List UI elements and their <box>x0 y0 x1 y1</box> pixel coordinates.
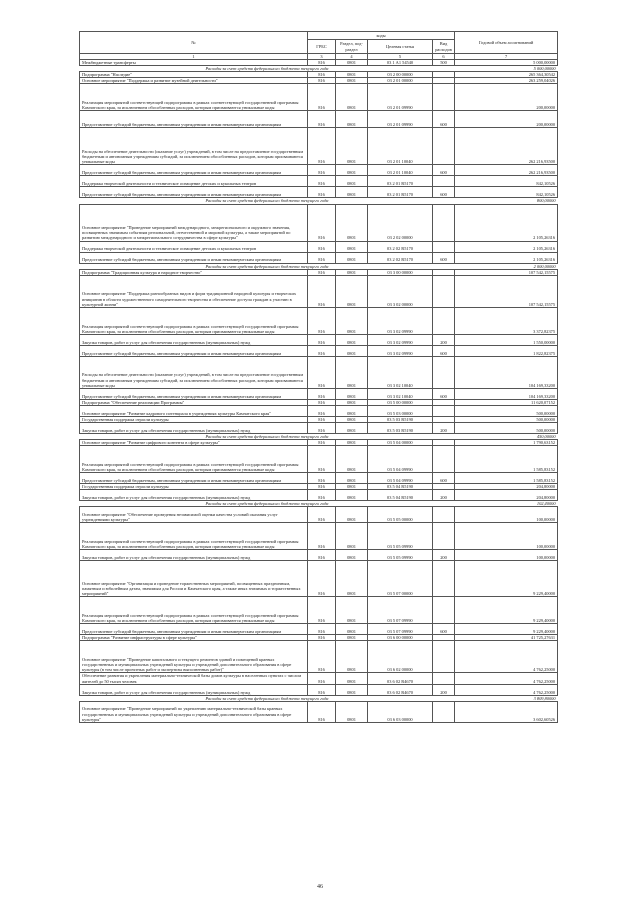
row-target-article: 03 5 05 00000 <box>368 507 433 523</box>
row-amount: 1 790,63152 <box>455 440 558 446</box>
row-target-article: 03 2 01 10040 <box>368 128 433 165</box>
row-section: 0801 <box>336 128 368 165</box>
row-section: 0801 <box>336 446 368 473</box>
row-grbs: 816 <box>308 405 336 416</box>
row-grbs: 816 <box>308 84 336 111</box>
row-target-article: 03 5 05 09990 <box>368 523 433 550</box>
row-target-article: 03 5 04 09990 <box>368 473 433 484</box>
row-section: 0801 <box>336 78 368 84</box>
row-section: 0801 <box>336 334 368 345</box>
header-amount: Годовой объем ассигнований <box>455 32 558 54</box>
row-amount: 204,80000 <box>455 490 558 501</box>
row-grbs: 816 <box>308 345 336 356</box>
row-grbs: 816 <box>308 356 336 388</box>
row-name: Реализация мероприятий соответствующей подпрограммы в рамках соответствующей государственной программы Камчатского края, за исключением обособленных расходов, которым присваиваются уникальные коды <box>80 307 308 334</box>
row-name: Закупка товаров, работ и услуг для обеспечения государственных (муниципальных) нужд <box>80 422 308 433</box>
row-grbs: 816 <box>308 187 336 198</box>
row-target-article: 03 3 02 09990 <box>368 307 433 334</box>
row-target-article: 03 3 00 00000 <box>368 269 433 275</box>
row-expense-type <box>433 356 455 388</box>
note-amount: 800,00000 <box>455 198 558 204</box>
row-expense-type <box>433 241 455 252</box>
table-row <box>80 241 558 252</box>
column-number: 5 <box>368 54 433 60</box>
row-grbs: 816 <box>308 673 336 684</box>
row-target-article: 03 5 03 00000 <box>368 405 433 416</box>
row-target-article: 03 5 04 09990 <box>368 446 433 473</box>
row-grbs: 816 <box>308 641 336 673</box>
row-target-article: 03 3 02 09990 <box>368 345 433 356</box>
row-grbs: 816 <box>308 561 336 597</box>
row-amount: 500,00000 <box>455 422 558 433</box>
table-row <box>80 334 558 345</box>
table-row <box>80 356 558 388</box>
row-name: Основное мероприятие "Обеспечение проведения независимой оценки качества условий оказания услуг учреждениями культуры" <box>80 507 308 523</box>
row-name: Поддержка творческой деятельности и техническое оснащение детских и кукольных театров <box>80 241 308 252</box>
row-name: Расходы на обеспечение деятельности (оказание услуг) учреждений, в том числе на предоставление государственным бюджетным и автономным учреждениям субсидий, за исключением обособленных расходов, которым присваиваются уникальные коды <box>80 356 308 388</box>
row-section: 0801 <box>336 252 368 263</box>
row-target-article: 03 6 00 00000 <box>368 635 433 641</box>
row-name: Реализация мероприятий соответствующей подпрограммы в рамках соответствующей государственной программы Камчатского края, за исключением обособленных расходов, которым присваиваются уникальные коды <box>80 446 308 473</box>
table-row <box>80 345 558 356</box>
table-row <box>80 405 558 416</box>
row-section: 0801 <box>336 701 368 722</box>
row-section: 0801 <box>336 356 368 388</box>
row-amount: 200,00000 <box>455 84 558 111</box>
row-section: 0801 <box>336 72 368 78</box>
row-amount: 100,00000 <box>455 507 558 523</box>
table-row <box>80 673 558 684</box>
table-row <box>80 275 558 307</box>
note-text: Расходы за счет средств федерального бюджета текущего года <box>80 198 455 204</box>
row-target-article: 03 5 05 09990 <box>368 550 433 561</box>
table-row <box>80 128 558 165</box>
row-target-article: 03 5 04 00000 <box>368 440 433 446</box>
row-amount: 4 762,25000 <box>455 641 558 673</box>
row-expense-type <box>433 507 455 523</box>
table-body <box>80 60 558 723</box>
row-name: Межбюджетные трансферты <box>80 60 308 66</box>
row-expense-type <box>433 561 455 597</box>
row-section: 0801 <box>336 399 368 405</box>
row-section: 0801 <box>336 507 368 523</box>
row-amount: 1 585,83152 <box>455 473 558 484</box>
row-name: Государственная поддержка отрасли культуры <box>80 484 308 490</box>
row-section: 0801 <box>336 269 368 275</box>
row-target-article: 03 1 А1 54540 <box>368 60 433 66</box>
row-amount: 104 169,33200 <box>455 388 558 399</box>
row-amount: 11 620,07152 <box>455 399 558 405</box>
note-text: Расходы за счет средств федерального бюджета текущего года <box>80 501 455 507</box>
row-section: 0801 <box>336 187 368 198</box>
header-number: № <box>80 32 308 54</box>
row-grbs: 816 <box>308 60 336 66</box>
row-section: 0801 <box>336 641 368 673</box>
row-grbs: 816 <box>308 388 336 399</box>
table-row <box>80 187 558 198</box>
row-target-article: 03 6 02 00000 <box>368 641 433 673</box>
page-number: 46 <box>317 884 323 890</box>
row-amount: 500,00000 <box>455 416 558 422</box>
row-expense-type: 600 <box>433 345 455 356</box>
row-expense-type <box>433 597 455 624</box>
row-expense-type: 600 <box>433 111 455 128</box>
row-amount: 842,10526 <box>455 176 558 187</box>
row-amount: 9 229,40000 <box>455 597 558 624</box>
row-expense-type <box>433 673 455 684</box>
row-section: 0801 <box>336 84 368 111</box>
row-expense-type: 200 <box>433 334 455 345</box>
table-row <box>80 473 558 484</box>
row-amount: 262 216,93500 <box>455 165 558 176</box>
header-expense-type: Вид расходов <box>433 40 455 54</box>
header-codes: коды <box>308 32 455 40</box>
row-name: Закупка товаров, работ и услуг для обеспечения государственных (муниципальных) нужд <box>80 490 308 501</box>
row-section: 0801 <box>336 275 368 307</box>
row-name: Закупка товаров, работ и услуг для обеспечения государственных (муниципальных) нужд <box>80 334 308 345</box>
row-target-article: 03 2 00 00000 <box>368 72 433 78</box>
row-amount: 100,00000 <box>455 550 558 561</box>
table-row <box>80 252 558 263</box>
note-amount: 3 809,80000 <box>455 695 558 701</box>
row-grbs: 816 <box>308 307 336 334</box>
row-section: 0801 <box>336 204 368 241</box>
row-amount: 1 550,00000 <box>455 334 558 345</box>
row-name: Реализация мероприятий соответствующей подпрограммы в рамках соответствующей государственной программы Камчатского края, за исключением обособленных расходов, которым присваиваются уникальные коды <box>80 597 308 624</box>
row-amount: 3 602,60526 <box>455 701 558 722</box>
row-amount: 500,00000 <box>455 405 558 416</box>
table-row <box>80 550 558 561</box>
row-amount: 4 762,25000 <box>455 684 558 695</box>
row-expense-type: 500 <box>433 60 455 66</box>
row-section: 0801 <box>336 624 368 635</box>
note-amount: 2 000,00000 <box>455 263 558 269</box>
row-name: Основное мероприятие "Развитие цифрового контента в сфере культуры" <box>80 440 308 446</box>
row-amount: 3 372,82375 <box>455 307 558 334</box>
row-amount: 262 216,93500 <box>455 128 558 165</box>
row-name: Предоставление субсидий бюджетным, автономным учреждениям и иным некоммерческим организациям <box>80 388 308 399</box>
row-expense-type: 200 <box>433 422 455 433</box>
row-amount: 107 542,15575 <box>455 269 558 275</box>
row-expense-type <box>433 641 455 673</box>
row-target-article: 03 2 01 00000 <box>368 78 433 84</box>
row-expense-type: 600 <box>433 165 455 176</box>
row-grbs: 816 <box>308 399 336 405</box>
note-amount: 5 000,00000 <box>455 66 558 72</box>
row-name: Закупка товаров, работ и услуг для обеспечения государственных (муниципальных) нужд <box>80 550 308 561</box>
row-name: Предоставление субсидий бюджетным, автономным учреждениям и иным некоммерческим организациям <box>80 165 308 176</box>
row-expense-type: 600 <box>433 388 455 399</box>
row-expense-type: 200 <box>433 490 455 501</box>
row-target-article: 03 3 02 10040 <box>368 388 433 399</box>
row-name: Предоставление субсидий бюджетным, автономным учреждениям и иным некоммерческим организациям <box>80 111 308 128</box>
row-section: 0801 <box>336 673 368 684</box>
note-text: Расходы за счет средств федерального бюджета текущего года <box>80 66 455 72</box>
row-expense-type: 600 <box>433 187 455 198</box>
row-section: 0801 <box>336 345 368 356</box>
header-target-article: Целевая статья <box>368 40 433 54</box>
row-grbs: 816 <box>308 416 336 422</box>
row-grbs: 816 <box>308 635 336 641</box>
row-name: Предоставление субсидий бюджетным, автономным учреждениям и иным некоммерческим организациям <box>80 624 308 635</box>
table-row <box>80 490 558 501</box>
row-target-article: 03 5 00 00000 <box>368 399 433 405</box>
row-expense-type: 600 <box>433 624 455 635</box>
row-grbs: 816 <box>308 128 336 165</box>
row-name: Подпрограмма "Наследие" <box>80 72 308 78</box>
row-expense-type <box>433 275 455 307</box>
row-name: Предоставление субсидий бюджетным, автономным учреждениям и иным некоммерческим организациям <box>80 252 308 263</box>
row-name: Основное мероприятие "Проведение мероприятий международного, межрегионального и окружного значения, посвященных значимым событиям региональной, отечественной и мировой культуры, а также мероприятий по развитию международного и межрегионального сотрудничества в сфере культуры" <box>80 204 308 241</box>
row-name: Поддержка творческой деятельности и техническое оснащение детских и кукольных театров <box>80 176 308 187</box>
row-target-article: 03 2 01 10040 <box>368 165 433 176</box>
row-amount: 263 259,04026 <box>455 78 558 84</box>
row-expense-type <box>433 204 455 241</box>
row-target-article: 03 2 01 R5170 <box>368 176 433 187</box>
row-expense-type <box>433 523 455 550</box>
row-name: Расходы на обеспечение деятельности (оказание услуг) учреждений, в том числе на предоставление государственным бюджетным и автономным учреждениям субсидий, за исключением обособленных расходов, которым присваиваются уникальные коды <box>80 128 308 165</box>
note-amount: 450,00000 <box>455 433 558 439</box>
row-grbs: 816 <box>308 111 336 128</box>
table-row <box>80 307 558 334</box>
row-target-article: 03 5 04 R5190 <box>368 490 433 501</box>
row-amount: 2 105,26316 <box>455 204 558 241</box>
column-number: 3 <box>308 54 336 60</box>
row-name: Обеспечение развития и укрепления материально-технической базы домов культуры в населенных пунктах с числом жителей до 50 тысяч человек <box>80 673 308 684</box>
row-section: 0801 <box>336 561 368 597</box>
row-target-article: 03 5 07 00000 <box>368 561 433 597</box>
row-section: 0801 <box>336 440 368 446</box>
row-grbs: 816 <box>308 701 336 722</box>
row-amount: 265 364,30542 <box>455 72 558 78</box>
row-target-article: 03 3 02 10040 <box>368 356 433 388</box>
row-target-article: 03 6 02 R4670 <box>368 673 433 684</box>
header-section: Раздел, под- раздел <box>336 40 368 54</box>
table-row <box>80 446 558 473</box>
row-grbs: 816 <box>308 490 336 501</box>
row-target-article: 03 3 02 00000 <box>368 275 433 307</box>
row-target-article: 03 6 03 00000 <box>368 701 433 722</box>
table-row <box>80 176 558 187</box>
row-grbs: 816 <box>308 624 336 635</box>
row-target-article: 03 2 02 R5170 <box>368 252 433 263</box>
row-name: Основное мероприятие "Поддержка разнообразных видов и форм традиционной народной культуры и творческих инициатив в области художественного самодеятельного творчества и обеспечение доступа граждан к участию в культурной жизни" <box>80 275 308 307</box>
note-amount: 102,40000 <box>455 501 558 507</box>
row-name: Подпрограмма "Развитие инфраструктуры в сфере культуры" <box>80 635 308 641</box>
row-grbs: 816 <box>308 72 336 78</box>
row-grbs: 816 <box>308 252 336 263</box>
row-name: Государственная поддержка отрасли культуры <box>80 416 308 422</box>
table-row <box>80 624 558 635</box>
table-row <box>80 111 558 128</box>
row-grbs: 816 <box>308 446 336 473</box>
row-target-article: 03 2 02 R5170 <box>368 241 433 252</box>
note-text: Расходы за счет средств федерального бюджета текущего года <box>80 433 455 439</box>
row-target-article: 03 2 01 09990 <box>368 84 433 111</box>
row-grbs: 816 <box>308 440 336 446</box>
row-amount: 204,80000 <box>455 484 558 490</box>
row-section: 0801 <box>336 388 368 399</box>
row-target-article: 03 5 04 R5190 <box>368 484 433 490</box>
row-expense-type <box>433 405 455 416</box>
row-section: 0801 <box>336 111 368 128</box>
row-amount: 842,10526 <box>455 187 558 198</box>
row-section: 0801 <box>336 307 368 334</box>
row-section: 0801 <box>336 635 368 641</box>
table-row <box>80 507 558 523</box>
row-expense-type <box>433 307 455 334</box>
row-section: 0801 <box>336 165 368 176</box>
table-row <box>80 641 558 673</box>
row-expense-type: 600 <box>433 252 455 263</box>
row-section: 0801 <box>336 422 368 433</box>
row-grbs: 816 <box>308 204 336 241</box>
note-text: Расходы за счет средств федерального бюджета текущего года <box>80 263 455 269</box>
row-grbs: 816 <box>308 597 336 624</box>
row-grbs: 816 <box>308 241 336 252</box>
row-name: Предоставление субсидий бюджетным, автономным учреждениям и иным некоммерческим организациям <box>80 473 308 484</box>
row-amount: 200,00000 <box>455 111 558 128</box>
row-grbs: 816 <box>308 275 336 307</box>
row-grbs: 816 <box>308 176 336 187</box>
column-number: 7 <box>455 54 558 60</box>
table-row <box>80 561 558 597</box>
row-amount: 1 585,83152 <box>455 446 558 473</box>
row-target-article: 03 5 03 R5190 <box>368 416 433 422</box>
row-amount: 107 542,15575 <box>455 275 558 307</box>
row-target-article: 03 5 03 R5190 <box>368 422 433 433</box>
row-name: Основное мероприятие "Проведение капитального и текущего ремонтов зданий и помещений краевых государственных и муниципальных учреждений культуры и учреждений дополнительного образования в сфере культуры (в том числе проектных работ и экспертизы выполненных работ)" <box>80 641 308 673</box>
row-grbs: 816 <box>308 269 336 275</box>
row-section: 0801 <box>336 684 368 695</box>
row-section: 0801 <box>336 490 368 501</box>
row-target-article: 03 6 02 R4670 <box>368 684 433 695</box>
row-target-article: 03 2 02 00000 <box>368 204 433 241</box>
row-grbs: 816 <box>308 422 336 433</box>
row-grbs: 816 <box>308 473 336 484</box>
row-amount: 9 229,40000 <box>455 561 558 597</box>
table-row <box>80 84 558 111</box>
row-expense-type <box>433 176 455 187</box>
row-amount: 100,00000 <box>455 523 558 550</box>
row-name: Основное мероприятие "Проведение мероприятий по укреплению материально-технической базы краевых государственных и муниципальных учреждений культуры и учреждений дополнительного образования в сфере культуры" <box>80 701 308 722</box>
row-name: Основное мероприятие "Поддержка и развитие музейной деятельности" <box>80 78 308 84</box>
table-row <box>80 701 558 722</box>
row-section: 0801 <box>336 405 368 416</box>
row-expense-type <box>433 701 455 722</box>
row-name: Подпрограмма "Традиционная культура и народное творчество" <box>80 269 308 275</box>
row-name: Предоставление субсидий бюджетным, автономным учреждениям и иным некоммерческим организациям <box>80 345 308 356</box>
row-expense-type <box>433 128 455 165</box>
row-amount: 1 822,82375 <box>455 345 558 356</box>
table-row <box>80 597 558 624</box>
row-section: 0801 <box>336 241 368 252</box>
table-row <box>80 165 558 176</box>
row-amount: 104 169,33200 <box>455 356 558 388</box>
row-target-article: 03 2 01 R5170 <box>368 187 433 198</box>
row-name: Предоставление субсидий бюджетным, автономным учреждениям и иным некоммерческим организациям <box>80 187 308 198</box>
row-target-article: 03 5 07 09990 <box>368 624 433 635</box>
budget-table <box>79 31 558 723</box>
row-expense-type <box>433 446 455 473</box>
row-section: 0801 <box>336 176 368 187</box>
row-target-article: 03 2 01 09990 <box>368 111 433 128</box>
row-amount: 9 229,40000 <box>455 624 558 635</box>
note-text: Расходы за счет средств федерального бюджета текущего года <box>80 695 455 701</box>
row-amount: 2 105,26316 <box>455 252 558 263</box>
row-grbs: 816 <box>308 484 336 490</box>
row-grbs: 816 <box>308 550 336 561</box>
table-row <box>80 388 558 399</box>
row-target-article: 03 3 02 09990 <box>368 334 433 345</box>
row-expense-type <box>433 84 455 111</box>
column-number: 4 <box>336 54 368 60</box>
row-amount: 4 762,25000 <box>455 673 558 684</box>
row-expense-type: 600 <box>433 473 455 484</box>
table-row <box>80 684 558 695</box>
row-section: 0801 <box>336 597 368 624</box>
row-amount: 2 105,26316 <box>455 241 558 252</box>
row-grbs: 816 <box>308 507 336 523</box>
row-target-article: 03 5 07 09990 <box>368 597 433 624</box>
row-amount: 41 725,27631 <box>455 635 558 641</box>
row-name: Подпрограмма "Обеспечение реализации Программы" <box>80 399 308 405</box>
row-name: Основное мероприятие "Развитие кадрового потенциала в учреждениях культуры Камчатского края" <box>80 405 308 416</box>
row-name: Основное мероприятие "Организация и проведение торжественных мероприятий, посвященных праздничным, памятным и юбилейным датам, значимым для России и Камчатского края, а также иных значимых и торжественных мероприятий" <box>80 561 308 597</box>
row-section: 0801 <box>336 60 368 66</box>
column-number: 6 <box>433 54 455 60</box>
row-name: Закупка товаров, работ и услуг для обеспечения государственных (муниципальных) нужд <box>80 684 308 695</box>
row-grbs: 816 <box>308 523 336 550</box>
row-grbs: 816 <box>308 334 336 345</box>
row-section: 0801 <box>336 473 368 484</box>
row-section: 0801 <box>336 550 368 561</box>
column-number: 1 <box>80 54 308 60</box>
row-grbs: 816 <box>308 165 336 176</box>
row-name: Реализация мероприятий соответствующей подпрограммы в рамках соответствующей государственной программы Камчатского края, за исключением обособленных расходов, которым присваиваются уникальные коды <box>80 84 308 111</box>
table-row <box>80 523 558 550</box>
header-grbs: ГРБС <box>308 40 336 54</box>
row-grbs: 816 <box>308 684 336 695</box>
row-expense-type: 200 <box>433 684 455 695</box>
table-row <box>80 422 558 433</box>
row-section: 0801 <box>336 484 368 490</box>
row-amount: 5 000,00000 <box>455 60 558 66</box>
table-row <box>80 204 558 241</box>
row-name: Реализация мероприятий соответствующей подпрограммы в рамках соответствующей государственной программы Камчатского края, за исключением обособленных расходов, которым присваиваются уникальные коды <box>80 523 308 550</box>
row-section: 0801 <box>336 416 368 422</box>
row-section: 0801 <box>336 523 368 550</box>
row-grbs: 816 <box>308 78 336 84</box>
row-expense-type: 200 <box>433 550 455 561</box>
